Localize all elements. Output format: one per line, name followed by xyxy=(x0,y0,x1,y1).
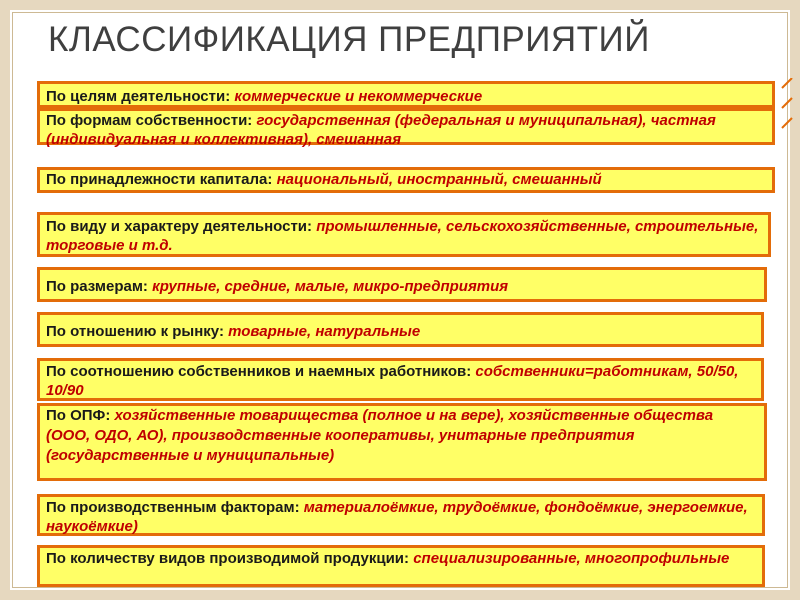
row-value: национальный, иностранный, смешанный xyxy=(276,171,602,188)
row-value: хозяйственные товарищества (полное и на вере), хозяйственные общества (ООО, ОДО, АО), производственные кооперативы, унитарные предприятия (государственные и муниципальные) xyxy=(46,407,714,464)
classification-row-legal-form: По ОПФ: хозяйственные товарищества (полное и на вере), хозяйственные общества (ООО, ОДО, АО), производственные кооперативы, унитарные предприятия (государственные и муниципальные) xyxy=(37,403,767,481)
classification-row-product-types: По количеству видов производимой продукции: специализированные, многопрофильные xyxy=(37,545,765,587)
row-value: крупные, средние, малые, микро-предприятия xyxy=(152,278,509,295)
row-value: товарные, натуральные xyxy=(228,323,421,340)
row-label: По отношению к рынку xyxy=(46,323,219,340)
row-label: По размерам xyxy=(46,278,143,295)
frame-decoration-lines xyxy=(780,78,794,138)
row-label: По целям деятельности xyxy=(46,88,226,105)
row-label: По количеству видов производимой продукции xyxy=(46,550,405,567)
row-value: специализированные, многопрофильные xyxy=(413,550,730,567)
row-value: материалоёмкие, трудоёмкие, фондоёмкие, энергоемкие, наукоёмкие) xyxy=(46,499,748,535)
classification-row-owners-workers: По соотношению собственников и наемных работников: собственники=работникам, 50/50, 10/90 xyxy=(37,358,764,401)
classification-row-production-factors: По производственным факторам: материалоёмкие, трудоёмкие, фондоёмкие, энергоемкие, наукоёмкие) xyxy=(37,494,765,536)
row-value: промышленные, сельскохозяйственные, строительные, торговые и т.д. xyxy=(46,218,759,254)
row-label: По ОПФ xyxy=(46,407,106,424)
classification-row-size: По размерам: крупные, средние, малые, микро-предприятия xyxy=(37,267,767,302)
row-value: коммерческие и некоммерческие xyxy=(234,88,483,105)
classification-row-goals: По целям деятельности: коммерческие и некоммерческие xyxy=(37,81,775,108)
classification-row-market: По отношению к рынку: товарные, натуральные xyxy=(37,312,764,347)
slide-title: КЛАССИФИКАЦИЯ ПРЕДПРИЯТИЙ xyxy=(48,20,650,59)
row-label: По соотношению собственников и наемных работников xyxy=(46,363,467,380)
row-label: По принадлежности капитала xyxy=(46,171,268,188)
classification-row-ownership: По формам собственности: государственная (федеральная и муниципальная), частная (индивидуальная и коллективная), смешанная xyxy=(37,108,775,145)
classification-row-activity-type: По виду и характеру деятельности: промышленные, сельскохозяйственные, строительные, торговые и т.д. xyxy=(37,212,771,257)
classification-row-capital: По принадлежности капитала: национальный, иностранный, смешанный xyxy=(37,167,775,193)
row-label: По производственным факторам xyxy=(46,499,295,516)
row-value: государственная (федеральная и муниципальная), частная (индивидуальная и коллективная), смешанная xyxy=(46,112,716,148)
row-value: собственники=работникам, 50/50, 10/90 xyxy=(46,363,739,399)
row-label: По виду и характеру деятельности xyxy=(46,218,308,235)
row-label: По формам собственности xyxy=(46,112,248,129)
